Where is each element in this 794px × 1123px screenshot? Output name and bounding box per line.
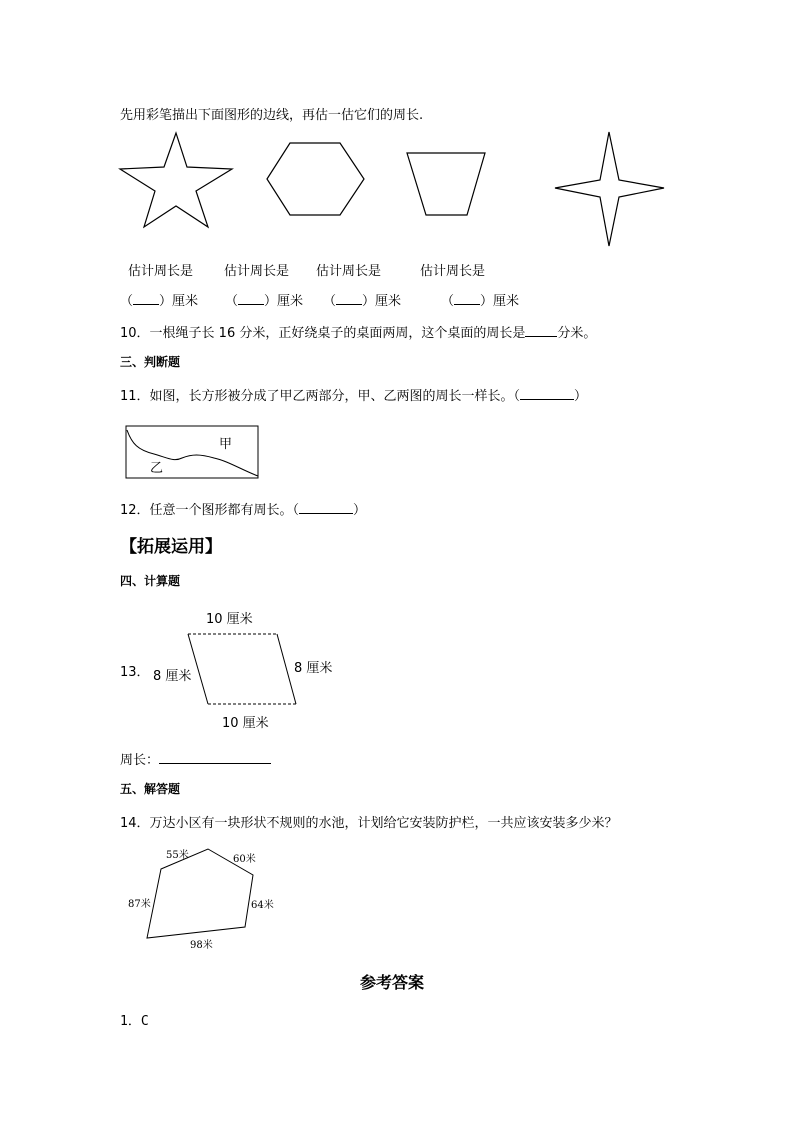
pond-side-label: 64米 (251, 900, 274, 911)
answer-blank-hexagon[interactable] (225, 290, 303, 309)
perimeter-label: 周长： (120, 753, 160, 768)
shape-estimate-label: 估计周长是 (420, 264, 486, 279)
unit-label: 分米。 (557, 326, 597, 341)
blank-line[interactable] (299, 513, 353, 514)
question-text: 10．一根绳子长 16 分米，正好绕桌子的桌面两周，这个桌面的周长是 (120, 326, 526, 341)
pond-side-label: 55米 (166, 850, 189, 861)
blank-line[interactable] (520, 399, 574, 400)
pond-side-label: 87米 (128, 899, 151, 910)
unit-label: ）厘米 (264, 294, 304, 309)
answer-blank-star[interactable] (120, 290, 198, 309)
parallelogram-bottom-label: 10 厘米 (222, 716, 269, 731)
region-label-jia: 甲 (219, 437, 233, 452)
star-shape (0, 0, 794, 260)
shape-estimate-label: 估计周长是 (128, 264, 194, 279)
shape-estimate-label: 估计周长是 (224, 264, 290, 279)
trapezoid-outline (407, 153, 485, 215)
blank-line[interactable] (159, 763, 271, 764)
question-14: 14．万达小区有一块形状不规则的水池，计划给它安装防护栏，一共应该安装多少米？ (120, 816, 618, 831)
parallelogram-figure (180, 626, 310, 706)
blank-line[interactable] (238, 304, 264, 305)
shape-estimate-label: 估计周长是 (316, 264, 382, 279)
pond-side-label: 98米 (190, 940, 213, 951)
parallelogram-top-label: 10 厘米 (206, 612, 253, 627)
section-heading: 四、计算题 (120, 574, 181, 588)
blank-line[interactable] (133, 304, 159, 305)
parallelogram-left-edge (188, 634, 208, 704)
question-13-number: 13． (120, 665, 150, 680)
dividing-curve (127, 430, 258, 476)
star-outline (120, 133, 232, 227)
parallelogram-left-label: 8 厘米 (153, 669, 192, 684)
unit-label: ）厘米 (362, 294, 402, 309)
parallelogram-right-edge (277, 634, 296, 704)
paren-open: （ (120, 294, 134, 309)
answer-blank-trapezoid[interactable] (323, 290, 401, 309)
question-11 (120, 385, 587, 404)
answer-blank-four-point-star[interactable] (441, 290, 519, 309)
question-12 (120, 499, 366, 518)
answers-heading: 参考答案 (360, 973, 425, 992)
four-point-star-outline (555, 132, 664, 246)
question-text: 11．如图，长方形被分成了甲乙两部分，甲、乙两图的周长一样长。（ (120, 389, 521, 404)
blank-line[interactable] (336, 304, 362, 305)
rectangle-figure (124, 424, 264, 484)
parallelogram-right-label: 8 厘米 (294, 661, 333, 676)
paren-close: ） (574, 389, 588, 404)
paren-open: （ (323, 294, 337, 309)
answer-1: 1．C (120, 1014, 149, 1029)
unit-label: ）厘米 (480, 294, 520, 309)
rectangle-outline (126, 426, 258, 478)
region-label-yi: 乙 (150, 461, 164, 476)
intro-instruction: 先用彩笔描出下面图形的边线，再估一估它们的周长. (120, 108, 424, 123)
section-heading: 三、判断题 (120, 355, 181, 369)
blank-line[interactable] (454, 304, 480, 305)
perimeter-answer (120, 749, 271, 768)
question-text: 12．任意一个图形都有周长。（ (120, 503, 300, 518)
hexagon-outline (267, 143, 364, 215)
question-10 (120, 322, 596, 341)
extend-heading: 【拓展运用】 (120, 537, 222, 557)
section-heading: 五、解答题 (120, 782, 181, 796)
paren-close: ） (353, 503, 367, 518)
blank-line[interactable] (525, 336, 557, 337)
unit-label: ）厘米 (159, 294, 199, 309)
paren-open: （ (441, 294, 455, 309)
paren-open: （ (225, 294, 239, 309)
pond-side-label: 60米 (233, 854, 256, 865)
